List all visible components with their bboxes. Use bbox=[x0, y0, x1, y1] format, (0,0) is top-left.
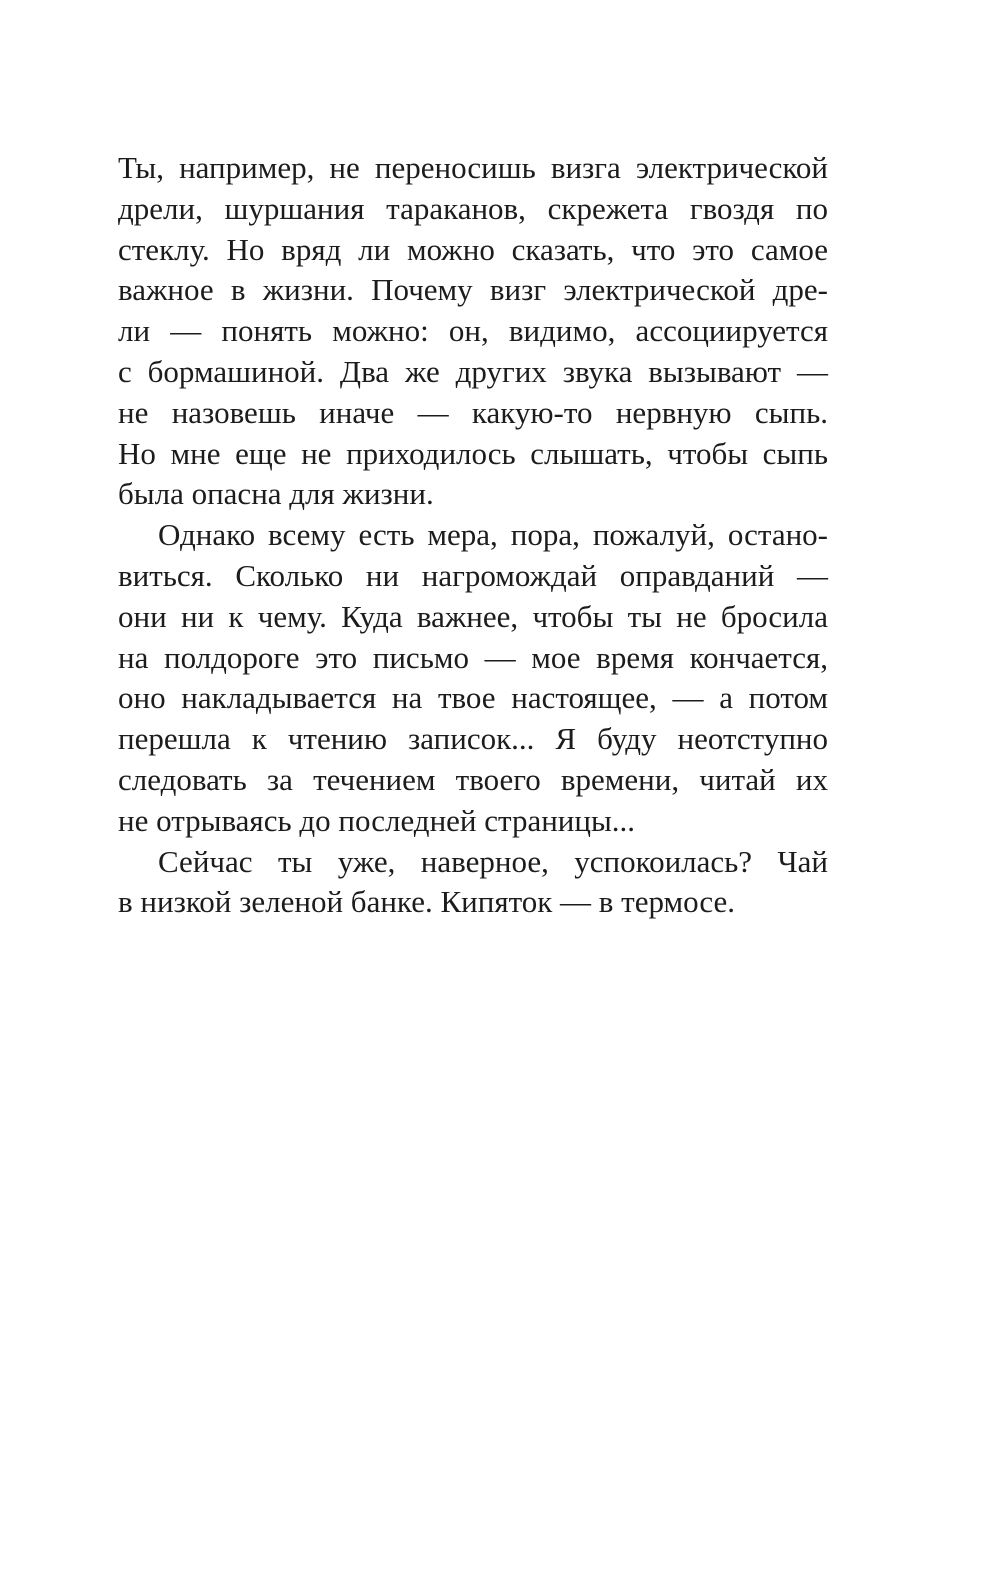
paragraph-1-line-3: стеклу. Но вряд ли можно сказать, что это самое bbox=[118, 231, 828, 267]
paragraph-1-line-9: была опасна для жизни. bbox=[118, 476, 434, 512]
paragraph-1-line-4: важное в жизни. Почему визг электрической дре- bbox=[118, 272, 828, 308]
paragraph-3-line-1: Сейчас ты уже, наверное, успокоилась? Чай bbox=[158, 843, 828, 879]
paragraph-1-line-1: Ты, например, не переносишь визга электрической bbox=[118, 150, 828, 185]
paragraph-2-line-3: они ни к чему. Куда важнее, чтобы ты не бросила bbox=[118, 598, 828, 634]
paragraph-2-line-1: Однако всему есть мера, пора, пожалуй, остано- bbox=[158, 517, 828, 553]
body-text bbox=[118, 148, 828, 923]
paragraph-2-line-6: перешла к чтению записок... Я буду неотступно bbox=[118, 721, 828, 757]
paragraph-1-line-2: дрели, шуршания тараканов, скрежета гвоздя по bbox=[118, 190, 828, 226]
paragraph-2-line-2: виться. Сколько ни нагромождай оправданий — bbox=[118, 557, 828, 593]
paragraph-2-line-4: на полдороге это письмо — мое время кончается, bbox=[118, 639, 828, 675]
paragraph-3-line-2: в низкой зеленой банке. Кипяток — в термосе. bbox=[118, 884, 736, 920]
paragraph-2-line-7: следовать за течением твоего времени, читай их bbox=[118, 761, 828, 797]
paragraph-1-line-7: не назовешь иначе — какую-то нервную сыпь. bbox=[118, 394, 828, 430]
paragraph-2-line-5: оно накладывается на твое настоящее, — а потом bbox=[118, 680, 828, 716]
paragraph-1-line-5: ли — понять можно: он, видимо, ассоциируется bbox=[118, 313, 828, 349]
paragraph-1-line-8: Но мне еще не приходилось слышать, чтобы сыпь bbox=[118, 435, 828, 471]
paragraph-1-line-6: с бормашиной. Два же других звука вызывают — bbox=[118, 353, 828, 389]
paragraph-2-line-8: не отрываясь до последней страницы... bbox=[118, 802, 636, 838]
